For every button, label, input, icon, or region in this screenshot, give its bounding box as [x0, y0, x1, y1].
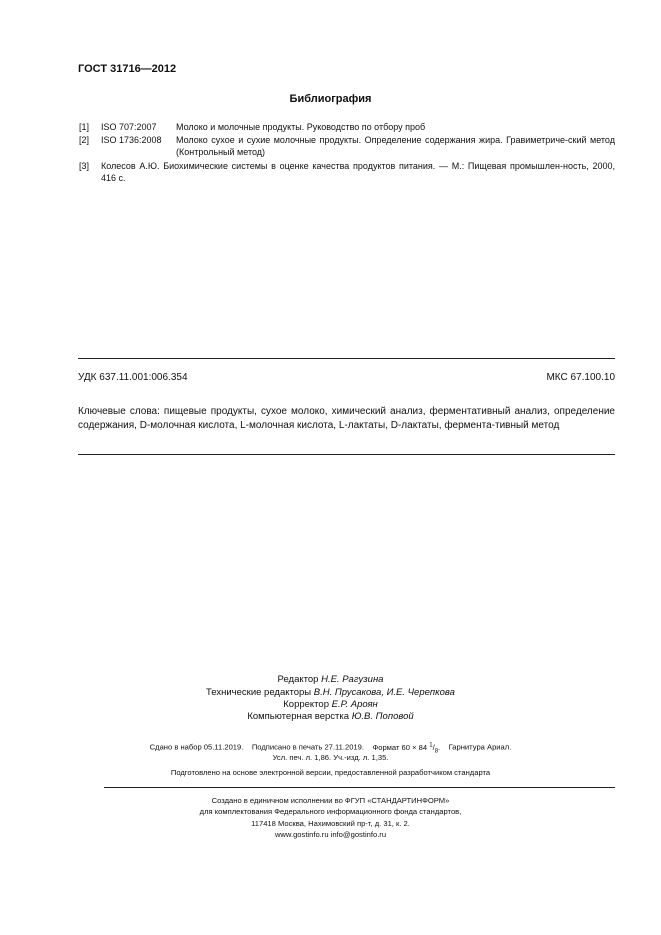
imprint-source: Подготовлено на основе электронной версии, предоставленной разработчиком стандарта: [170, 768, 491, 777]
publisher-contacts: www.gostinfo.ru info@gostinfo.ru: [274, 830, 387, 839]
credit-layout: [0, 711, 661, 724]
divider: [78, 454, 615, 455]
credit-editor: [0, 674, 661, 687]
credit-proofreader: [0, 699, 661, 712]
entry-number: [3]: [79, 161, 90, 171]
credit-name: В.Н. Прусакова, И.Е. Черепкова: [313, 687, 455, 698]
credit-name: Н.Е. Рагузина: [321, 674, 384, 685]
bibliography-title: Библиография: [289, 93, 372, 105]
imprint-print-date: Подписано в печать 27.11.2019.: [251, 742, 364, 752]
entry-text: Молоко и молочные продукты. Руководство по отбору проб: [176, 122, 426, 132]
imprint-sheets: Усл. печ. л. 1,86. Уч.-изд. л. 1,35.: [272, 753, 389, 762]
standard-number: ГОСТ 31716—2012: [78, 63, 177, 75]
credit-name: Ю.В. Поповой: [351, 711, 414, 722]
credit-role: Редактор: [277, 674, 319, 685]
udk-code: УДК 637.11.001:006.354: [78, 372, 188, 383]
imprint-typeset-date: Сдано в набор 05.11.2019.: [149, 742, 244, 752]
bibliography-entry: [79, 122, 615, 134]
divider: [104, 787, 615, 788]
keywords: Ключевые слова: пищевые продукты, сухое молоко, химический анализ, ферментативный анализ, определение содержания, D-молочная кислота, L-молочная кислота, L-лактаты, D-лактаты, фермента-тивный метод: [78, 406, 615, 431]
bibliography-entry: [79, 135, 615, 158]
publisher-line: Создано в единичном исполнении во ФГУП «СТАНДАРТИНФОРМ»: [211, 796, 450, 805]
credit-technical-editors: [0, 687, 661, 700]
entry-code: ISO 1736:2008: [101, 135, 162, 145]
publisher-address: 117418 Москва, Нахимовский пр-т, д. 31, к. 2.: [251, 819, 410, 828]
imprint-font: Гарнитура Ариал.: [448, 742, 512, 752]
entry-text: Колесов А.Ю. Биохимические системы в оценке качества продуктов питания. — М.: Пищевая промышлен-ность, 2000, 416 с.: [101, 161, 615, 183]
credit-role: Корректор: [283, 699, 329, 710]
divider: [78, 358, 615, 359]
entry-code: ISO 707:2007: [101, 122, 157, 132]
publisher-line: для комплектования Федерального информационного фонда стандартов,: [199, 807, 462, 816]
entry-number: [1]: [79, 122, 90, 132]
credit-name: Е.Р. Ароян: [331, 699, 378, 710]
entry-text: Молоко сухое и сухие молочные продукты. Определение содержания жира. Гравиметриче-ский метод (Контрольный метод): [176, 135, 615, 157]
entry-number: [2]: [79, 135, 90, 145]
credit-role: Технические редакторы: [206, 687, 312, 698]
mks-code: МКС 67.100.10: [546, 372, 615, 383]
imprint-format: Формат 60 × 84 $^1/_8$.: [372, 742, 441, 755]
bibliography-entry: [79, 161, 615, 184]
credit-role: Компьютерная верстка: [247, 711, 350, 722]
